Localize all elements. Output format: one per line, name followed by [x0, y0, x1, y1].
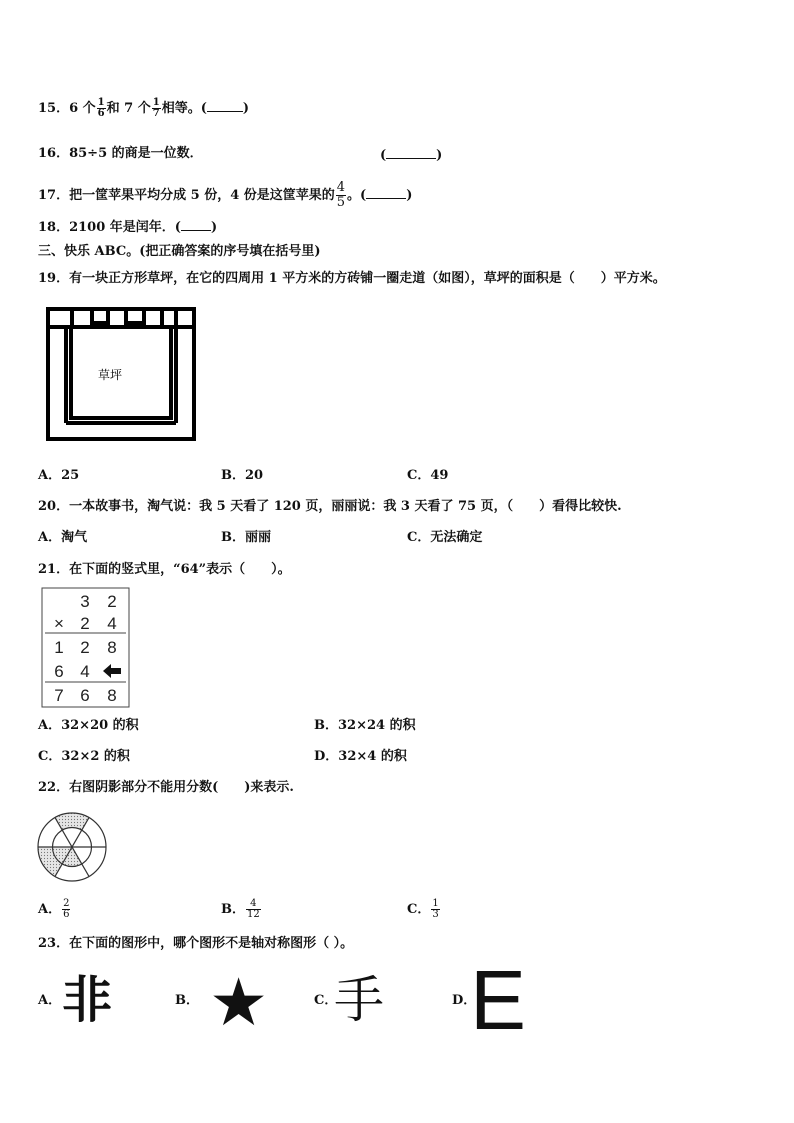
lawn-figure	[44, 305, 198, 443]
digit: 6	[80, 686, 90, 705]
option-a[interactable]: A．32×20 的积	[38, 718, 139, 733]
question-text: 有一块正方形草坪，在它的四周用 1 平方米的方砖铺一圈走道（如图），草坪的面积是（ ）平方米。	[69, 271, 666, 286]
numerator: 4	[246, 899, 261, 910]
option-b[interactable]: B．丽丽	[221, 530, 271, 545]
option-d-label[interactable]: D．	[452, 993, 477, 1008]
digit: 2	[107, 592, 117, 611]
multiplication-figure	[41, 587, 131, 709]
paren: )	[436, 148, 443, 163]
circle-figure	[37, 812, 107, 882]
paren: )	[210, 220, 218, 235]
fraction	[152, 98, 161, 119]
option-c[interactable]: C．49	[407, 468, 449, 483]
question-number: 22．	[38, 780, 70, 795]
denominator: 7	[152, 108, 160, 119]
fraction	[246, 899, 261, 920]
paren: )	[242, 101, 250, 116]
question-text: 6 个	[69, 101, 96, 116]
digit: 8	[107, 686, 117, 705]
paren: )	[406, 188, 413, 203]
question-number: 20．	[38, 499, 70, 514]
option-c-label[interactable]: C．	[314, 993, 338, 1008]
question-17	[38, 181, 412, 210]
denominator: 6	[63, 909, 70, 920]
option-b[interactable]: B．20	[221, 468, 264, 483]
letter-e-figure[interactable]: E	[470, 953, 527, 1047]
question-22	[38, 780, 294, 796]
question-20	[38, 499, 622, 515]
digit: 7	[54, 686, 64, 705]
option-c[interactable]: C．32×2 的积	[38, 749, 130, 764]
digit: 2	[80, 614, 90, 633]
question-text: 2100 年是闰年．(	[69, 220, 181, 235]
question-number: 19．	[38, 271, 70, 286]
question-16	[38, 146, 203, 162]
question-number: 17．	[38, 188, 70, 203]
digit: 2	[80, 638, 90, 657]
fraction	[62, 899, 70, 920]
answer-blank[interactable]	[366, 186, 406, 199]
answer-blank[interactable]	[386, 146, 436, 159]
option-c[interactable]	[407, 899, 441, 920]
option-label: C．	[407, 902, 431, 917]
option-a[interactable]: A．25	[38, 468, 80, 483]
question-number: 16．	[38, 146, 70, 161]
digit: 6	[54, 662, 64, 681]
numerator: 2	[63, 898, 70, 909]
question-text: 在下面的竖式里，“64”表示（ ）。	[69, 562, 291, 577]
answer-blank[interactable]	[207, 99, 243, 112]
fraction	[336, 181, 346, 210]
star-icon[interactable]: ★	[209, 964, 269, 1041]
option-a-label[interactable]: A．	[38, 993, 62, 1008]
option-b[interactable]: B．32×24 的积	[314, 718, 416, 733]
question-text: 在下面的图形中，哪个图形不是轴对称图形（ ）。	[69, 936, 354, 951]
numerator: 4	[336, 180, 346, 195]
left-arrow-icon	[103, 664, 121, 678]
option-a[interactable]: A．淘气	[38, 530, 88, 545]
question-15	[38, 98, 249, 119]
question-16-answer	[380, 146, 442, 164]
numerator: 1	[152, 97, 160, 108]
denominator: 6	[97, 108, 105, 119]
fei-character-figure[interactable]: 非	[62, 971, 112, 1029]
answer-blank[interactable]	[181, 218, 211, 231]
question-number: 23．	[38, 936, 70, 951]
digit: 4	[107, 614, 117, 633]
option-a[interactable]	[38, 899, 71, 920]
digit: 1	[54, 638, 64, 657]
digit: 8	[107, 638, 117, 657]
question-text: 一本故事书，淘气说：我 5 天看了 120 页，丽丽说：我 3 天看了 75 页，（ ）看得比较快.	[69, 499, 622, 514]
denominator: 3	[432, 909, 439, 920]
question-text: 85÷5 的商是一位数．	[69, 146, 203, 161]
option-b[interactable]	[221, 899, 262, 920]
question-19	[38, 271, 666, 287]
numerator: 1	[432, 898, 439, 909]
fraction	[431, 899, 439, 920]
question-text: 右图阴影部分不能用分数( )来表示.	[69, 780, 294, 795]
shou-character-figure[interactable]: 手	[334, 971, 384, 1029]
paren: (	[380, 148, 387, 163]
question-text: 相等。(	[161, 101, 207, 116]
section-heading: 三、快乐 ABC。(把正确答案的序号填在括号里)	[38, 244, 321, 259]
denominator: 5	[336, 195, 346, 210]
option-d[interactable]: D．32×4 的积	[314, 749, 407, 764]
question-number: 21．	[38, 562, 70, 577]
question-18	[38, 218, 217, 236]
denominator: 12	[247, 909, 260, 920]
question-text: 把一筐苹果平均分成 5 份，4 份是这筐苹果的	[69, 188, 335, 203]
lawn-label: 草坪	[98, 368, 123, 382]
digit: 3	[80, 592, 90, 611]
times-sign: ×	[54, 614, 64, 633]
numerator: 1	[97, 97, 105, 108]
fraction	[97, 98, 106, 119]
digit: 4	[80, 662, 90, 681]
question-21	[38, 562, 291, 578]
question-number: 18．	[38, 220, 70, 235]
question-number: 15．	[38, 101, 70, 116]
option-b-label[interactable]: B．	[175, 993, 199, 1008]
option-label: B．	[221, 902, 245, 917]
question-23	[38, 936, 353, 952]
option-label: A．	[38, 902, 62, 917]
option-c[interactable]: C．无法确定	[407, 530, 483, 545]
question-text: 。(	[347, 188, 367, 203]
question-text: 和 7 个	[106, 101, 151, 116]
